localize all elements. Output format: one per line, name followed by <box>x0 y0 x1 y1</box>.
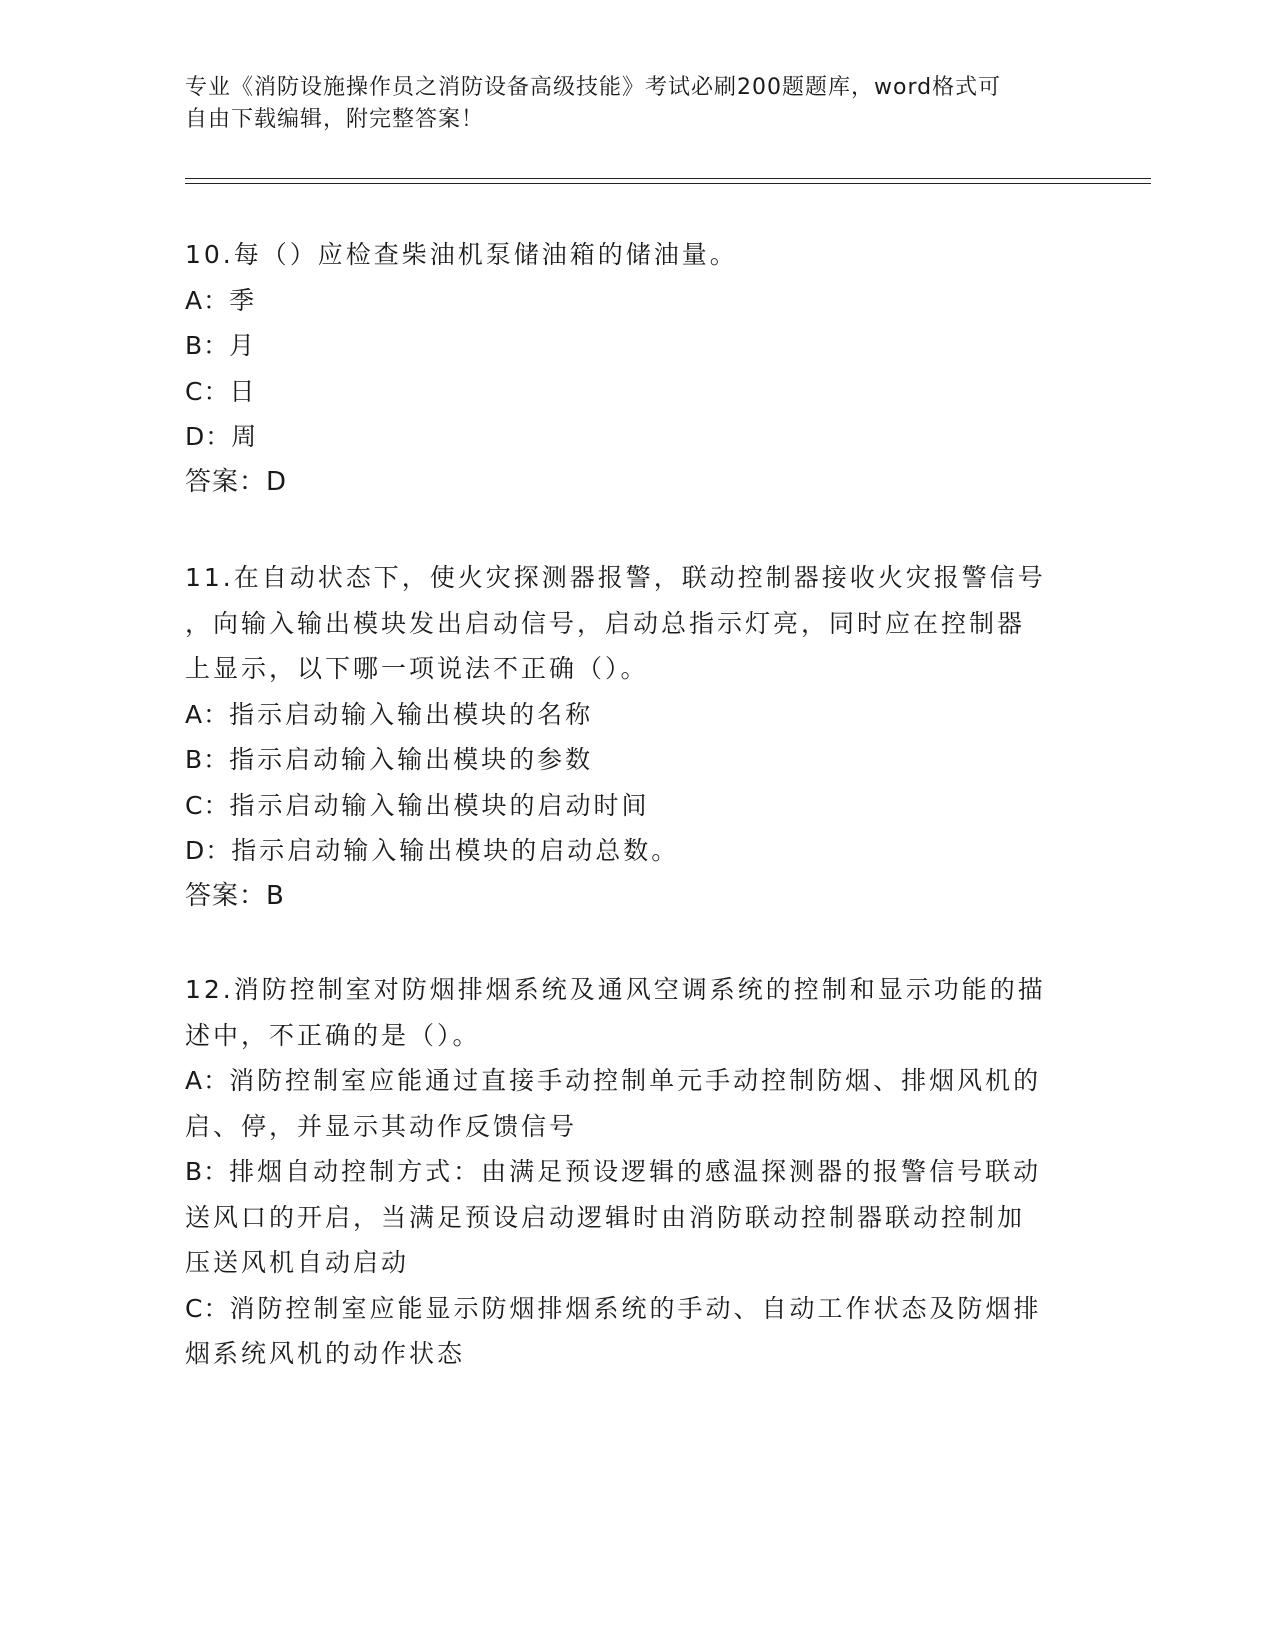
option-key: C： <box>185 1293 230 1323</box>
option-text: 日 <box>229 376 258 406</box>
option-key: C： <box>185 376 230 406</box>
option-c <box>185 1286 1075 1332</box>
option-key: B： <box>185 745 230 774</box>
option-d <box>185 414 1075 460</box>
answer: 答案：D <box>185 466 288 497</box>
question-10 <box>185 232 1075 505</box>
header-title-line-2: 自由下载编辑，附完整答案！ <box>185 107 485 132</box>
option-text: 季 <box>229 285 258 315</box>
option-b <box>185 737 1075 783</box>
option-text: 月 <box>229 331 258 360</box>
question-stem: 10.每（）应检查柴油机泵储油箱的储油量。 <box>185 240 738 269</box>
header-title-line-1: 专业《消防设施操作员之消防设备高级技能》考试必刷200题题库，word格式可 <box>185 75 1002 100</box>
option-text: 指示启动输入输出模块的名称 <box>229 699 594 729</box>
option-text: 指示启动输入输出模块的启动时间 <box>229 790 650 820</box>
question-stem-line: 11.在自动状态下，使火灾探测器报警，联动控制器接收火灾报警信号 <box>185 563 1046 592</box>
option-key: B： <box>185 331 230 360</box>
option-key: D： <box>185 836 232 865</box>
header-divider-bottom <box>185 183 1151 184</box>
question-stem-line: ，向输入输出模块发出启动信号，启动总指示灯亮，同时应在控制器 <box>185 608 1026 638</box>
option-c <box>185 783 1075 829</box>
option-text: 指示启动输入输出模块的参数 <box>229 745 594 774</box>
option-b-continued: 送风口的开启，当满足预设启动逻辑时由消防联动控制器联动控制加 <box>185 1202 1026 1232</box>
option-c <box>185 369 1075 415</box>
option-c-continued: 烟系统风机的动作状态 <box>185 1339 466 1368</box>
option-b <box>185 1149 1075 1195</box>
option-a-continued: 启、停，并显示其动作反馈信号 <box>185 1111 578 1141</box>
option-text-line: 消防控制室应能通过直接手动控制单元手动控制防烟、排烟风机的 <box>229 1066 1042 1095</box>
option-text-line: 消防控制室应能显示防烟排烟系统的手动、自动工作状态及防烟排 <box>229 1293 1042 1323</box>
option-key: A： <box>185 285 230 315</box>
document-header <box>185 72 1065 136</box>
option-text-line: 排烟自动控制方式：由满足预设逻辑的感温探测器的报警信号联动 <box>229 1157 1042 1186</box>
header-divider-top <box>185 178 1151 179</box>
option-a <box>185 692 1075 738</box>
answer: 答案：B <box>185 880 285 911</box>
option-b <box>185 323 1075 369</box>
option-key: C： <box>185 790 230 820</box>
option-a <box>185 278 1075 324</box>
question-stem-line: 上显示，以下哪一项说法不正确（）。 <box>185 654 649 683</box>
option-key: A： <box>185 699 230 729</box>
question-stem-line: 12.消防控制室对防烟排烟系统及通风空调系统的控制和显示功能的描 <box>185 975 1046 1004</box>
question-12 <box>185 967 1075 1377</box>
option-b-continued: 压送风机自动启动 <box>185 1248 410 1277</box>
option-text: 指示启动输入输出模块的启动总数。 <box>231 836 680 865</box>
option-key: B： <box>185 1157 230 1186</box>
option-d <box>185 828 1075 874</box>
option-text: 周 <box>231 422 260 451</box>
option-key: D： <box>185 422 232 451</box>
question-11 <box>185 555 1075 919</box>
question-stem-line: 述中，不正确的是（）。 <box>185 1020 481 1050</box>
option-a <box>185 1058 1075 1104</box>
option-key: A： <box>185 1066 230 1095</box>
